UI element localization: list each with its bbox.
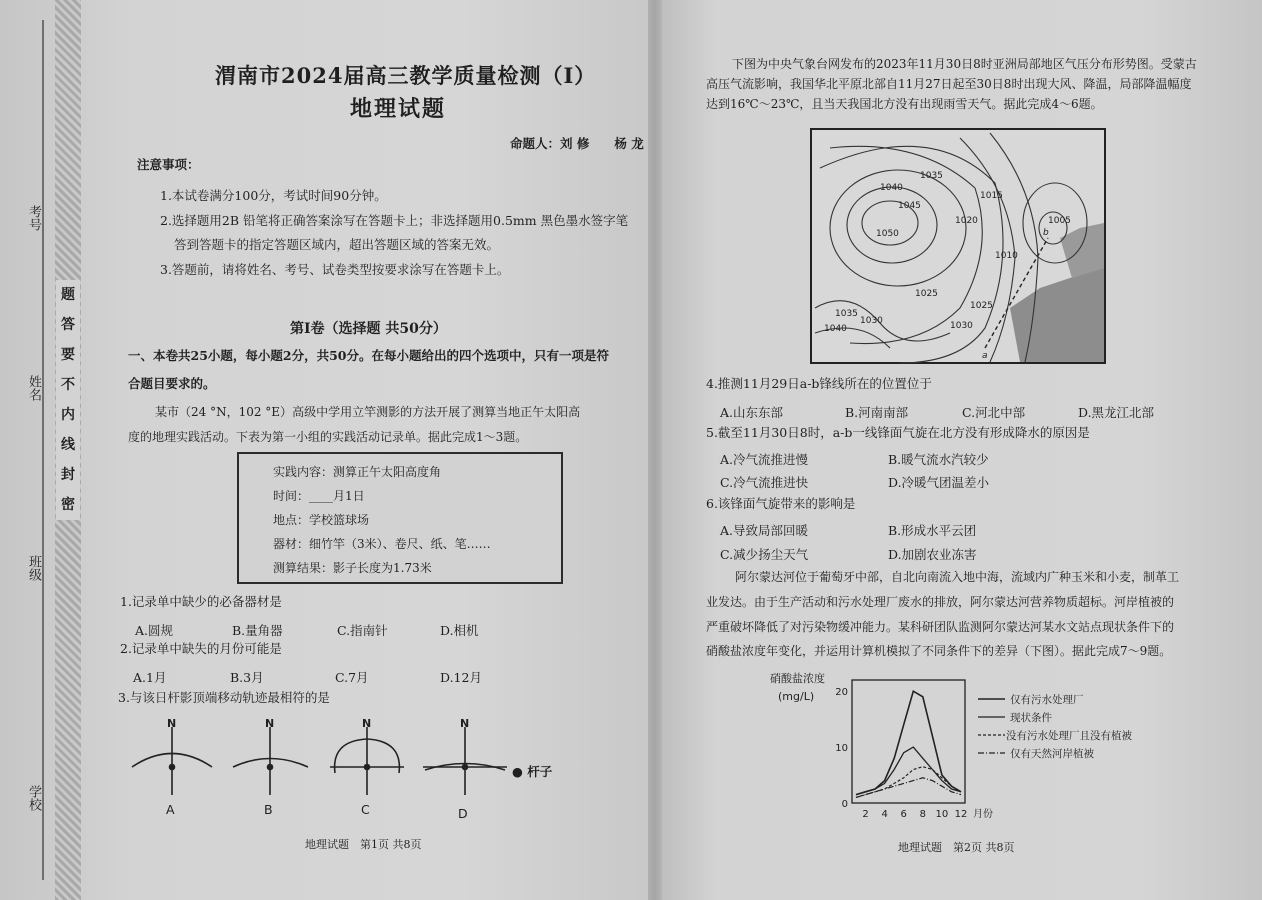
school-field-label: 学校 xyxy=(26,785,41,811)
isobar-label: 1010 xyxy=(995,251,1018,261)
q5-option-c: C.冷气流推进快 xyxy=(720,475,809,490)
q6-option-b: B.形成水平云团 xyxy=(888,523,977,538)
intro-line-1: 下图为中央气象台网发布的2023年11月30日8时亚洲局部地区气压分布形势图。受蒙古 xyxy=(732,57,1197,71)
subject-title: 地理试题 xyxy=(350,96,447,122)
seal-char: 不 xyxy=(61,377,75,393)
x-tick-label: 10 xyxy=(935,809,949,820)
notice-heading: 注意事项： xyxy=(137,157,200,172)
isobar-label: 1025 xyxy=(915,289,938,299)
q4-option-c: C.河北中部 xyxy=(962,405,1026,420)
q5-option-a: A.冷气流推进慢 xyxy=(720,452,809,467)
q1-option-b: B.量角器 xyxy=(232,623,283,638)
book-spine xyxy=(648,0,662,900)
instruction-line-2: 合题目要求的。 xyxy=(128,376,216,391)
question-6: 6.该锋面气旋带来的影响是 xyxy=(706,496,856,511)
pole-legend: ● 杆子 xyxy=(512,764,553,779)
north-label-c: N xyxy=(362,717,372,730)
isobar-label: 1035 xyxy=(920,171,943,181)
q6-option-c: C.减少扬尘天气 xyxy=(720,547,809,562)
record-result: 测算结果：影子长度为1.73米 xyxy=(273,561,432,575)
intro-line-2: 高压气流影响，我国华北平原北部自11月27日起至30日8时出现大风、降温，局部降温幅度 xyxy=(706,77,1192,91)
legend-label: 仅有天然河岸植被 xyxy=(1010,748,1094,760)
question-1: 1.记录单中缺少的必备器材是 xyxy=(120,594,282,609)
q1-option-d: D.相机 xyxy=(440,623,479,638)
series-line-2 xyxy=(856,747,961,795)
q4-option-a: A.山东东部 xyxy=(720,405,784,420)
isobar-label: 1020 xyxy=(955,216,978,226)
authors: 命题人：刘 修 杨 龙 xyxy=(510,136,644,151)
seal-char: 要 xyxy=(61,347,75,363)
isobar-label: 1050 xyxy=(876,229,899,239)
y-tick-label: 20 xyxy=(835,687,848,699)
diagram-label-b: B xyxy=(264,802,273,817)
passage-2-line-2: 业发达。由于生产活动和污水处理厂废水的排放，阿尔蒙达河营养物质超标。河岸植被的 xyxy=(706,595,1175,609)
x-tick-label: 2 xyxy=(862,809,869,820)
q2-option-b: B.3月 xyxy=(230,670,264,685)
q2-option-d: D.12月 xyxy=(440,670,482,685)
exam-title: 渭南市2024届高三教学质量检测（Ⅰ） xyxy=(215,63,597,88)
seal-text xyxy=(56,280,80,520)
legend-label: 没有污水处理厂且没有植被 xyxy=(1006,730,1132,742)
north-label-b: N xyxy=(265,717,275,730)
y-tick-label: 0 xyxy=(841,799,848,810)
seal-margin xyxy=(0,0,95,900)
record-content: 实践内容：测算正午太阳高度角 xyxy=(273,465,442,479)
isobar-label: 1040 xyxy=(824,324,847,334)
q4-option-b: B.河南南部 xyxy=(845,405,909,420)
record-table xyxy=(237,452,563,584)
isobar-label: 1005 xyxy=(1048,216,1071,226)
isobar-label: 1030 xyxy=(950,321,973,331)
isobar-map xyxy=(810,128,1106,364)
isobar-label: 1015 xyxy=(980,191,1003,201)
north-label-d: N xyxy=(460,717,470,730)
passage-1-line-1: 某市（24 °N，102 °E）高级中学用立竿测影的方法开展了测算当地正午太阳高 xyxy=(155,405,581,419)
series-line-1 xyxy=(856,691,961,794)
x-tick-label: 4 xyxy=(881,809,888,820)
x-axis-unit: 月份 xyxy=(973,809,993,820)
question-3: 3.与该日杆影顶端移动轨迹最相符的是 xyxy=(118,690,330,705)
q2-option-a: A.1月 xyxy=(133,670,167,685)
isobar-label: 1025 xyxy=(970,301,993,311)
north-label-a: N xyxy=(167,717,177,730)
x-tick-label: 12 xyxy=(954,809,968,820)
isobar-label: 1040 xyxy=(880,183,903,193)
record-time: 时间：____月1日 xyxy=(273,489,365,503)
left-page-footer: 地理试题 第1页 共8页 xyxy=(305,838,422,851)
notice-3: 3.答题前，请将姓名、考号、试卷类型按要求涂写在答题卡上。 xyxy=(160,262,510,277)
question-4: 4.推测11月29日a-b锋线所在的位置位于 xyxy=(706,376,932,391)
q2-option-c: C.7月 xyxy=(335,670,369,685)
q4-option-d: D.黑龙江北部 xyxy=(1078,405,1155,420)
nitrate-chart xyxy=(770,668,1190,828)
legend-label: 现状条件 xyxy=(1010,712,1052,724)
passage-2-line-1: 阿尔蒙达河位于葡萄牙中部，自北向南流入地中海，流域内广种玉米和小麦，制革工 xyxy=(735,570,1180,584)
q6-option-a: A.导致局部回暖 xyxy=(720,523,809,538)
seal-line xyxy=(42,20,44,880)
diagram-label-d: D xyxy=(458,806,468,821)
record-tools: 器材：细竹竿（3米）、卷尺、纸、笔…… xyxy=(273,537,491,551)
q5-option-d: D.冷暖气团温差小 xyxy=(888,475,990,490)
passage-2-line-3: 严重破坏降低了对污染物缓冲能力。某科研团队监测阿尔蒙达河某水文站点现状条件下的 xyxy=(706,620,1175,634)
class-field-label: 班级 xyxy=(26,555,41,581)
seal-char: 答 xyxy=(61,317,75,333)
seal-char: 题 xyxy=(61,287,75,303)
notice-2: 2.选择题用2B 铅笔将正确答案涂写在答题卡上；非选择题用0.5mm 黑色墨水签字笔 xyxy=(160,213,629,228)
id-field-label: 考号 xyxy=(26,205,41,231)
legend-label: 仅有污水处理厂 xyxy=(1010,694,1084,706)
chart-ylabel-title: 硝酸盐浓度 xyxy=(770,672,825,685)
intro-line-3: 达到16℃～23℃，且当天我国北方没有出现雨雪天气。据此完成4～6题。 xyxy=(706,97,1103,111)
map-point-b: b xyxy=(1043,228,1049,238)
notice-1: 1.本试卷满分100分，考试时间90分钟。 xyxy=(160,188,387,203)
q5-option-b: B.暖气流水汽较少 xyxy=(888,452,989,467)
x-tick-label: 6 xyxy=(900,809,907,820)
instruction-line-1: 一、本卷共25小题，每小题2分，共50分。在每小题给出的四个选项中，只有一项是符 xyxy=(128,348,609,363)
q1-option-c: C.指南针 xyxy=(337,623,388,638)
seal-char: 线 xyxy=(61,437,75,453)
question-5: 5.截至11月30日8时，a-b一线锋面气旋在北方没有形成降水的原因是 xyxy=(706,425,1090,440)
q6-option-d: D.加剧农业冻害 xyxy=(888,547,977,562)
y-tick-label: 10 xyxy=(835,743,848,755)
x-tick-label: 8 xyxy=(919,809,927,820)
seal-char: 封 xyxy=(61,467,75,483)
isobar-label: 1030 xyxy=(860,316,883,326)
diagram-label-a: A xyxy=(166,802,175,817)
seal-char: 密 xyxy=(61,497,75,513)
chart-plot-frame xyxy=(852,680,965,803)
q1-option-a: A.圆规 xyxy=(135,623,174,638)
notice-2-cont: 答到答题卡的指定答题区域内，超出答题区域的答案无效。 xyxy=(174,237,500,252)
diagram-label-c: C xyxy=(361,802,370,817)
record-place: 地点：学校篮球场 xyxy=(273,513,370,527)
question-2: 2.记录单中缺失的月份可能是 xyxy=(120,641,282,656)
right-page-footer: 地理试题 第2页 共8页 xyxy=(898,841,1015,854)
seal-char: 内 xyxy=(61,407,75,423)
map-point-a: a xyxy=(982,351,988,361)
isobar-label: 1035 xyxy=(835,309,858,319)
section-title: 第Ⅰ卷（选择题 共50分） xyxy=(290,321,447,337)
chart-ylabel-unit: (mg/L) xyxy=(778,690,815,703)
passage-2-line-4: 硝酸盐浓度年变化，并运用计算机模拟了不同条件下的差异（下图）。据此完成7～9题。 xyxy=(706,644,1172,658)
name-field-label: 姓名 xyxy=(26,375,41,401)
passage-1-line-2: 度的地理实践活动。下表为第一小组的实践活动记录单。据此完成1～3题。 xyxy=(128,430,528,444)
isobar-label: 1045 xyxy=(898,201,921,211)
